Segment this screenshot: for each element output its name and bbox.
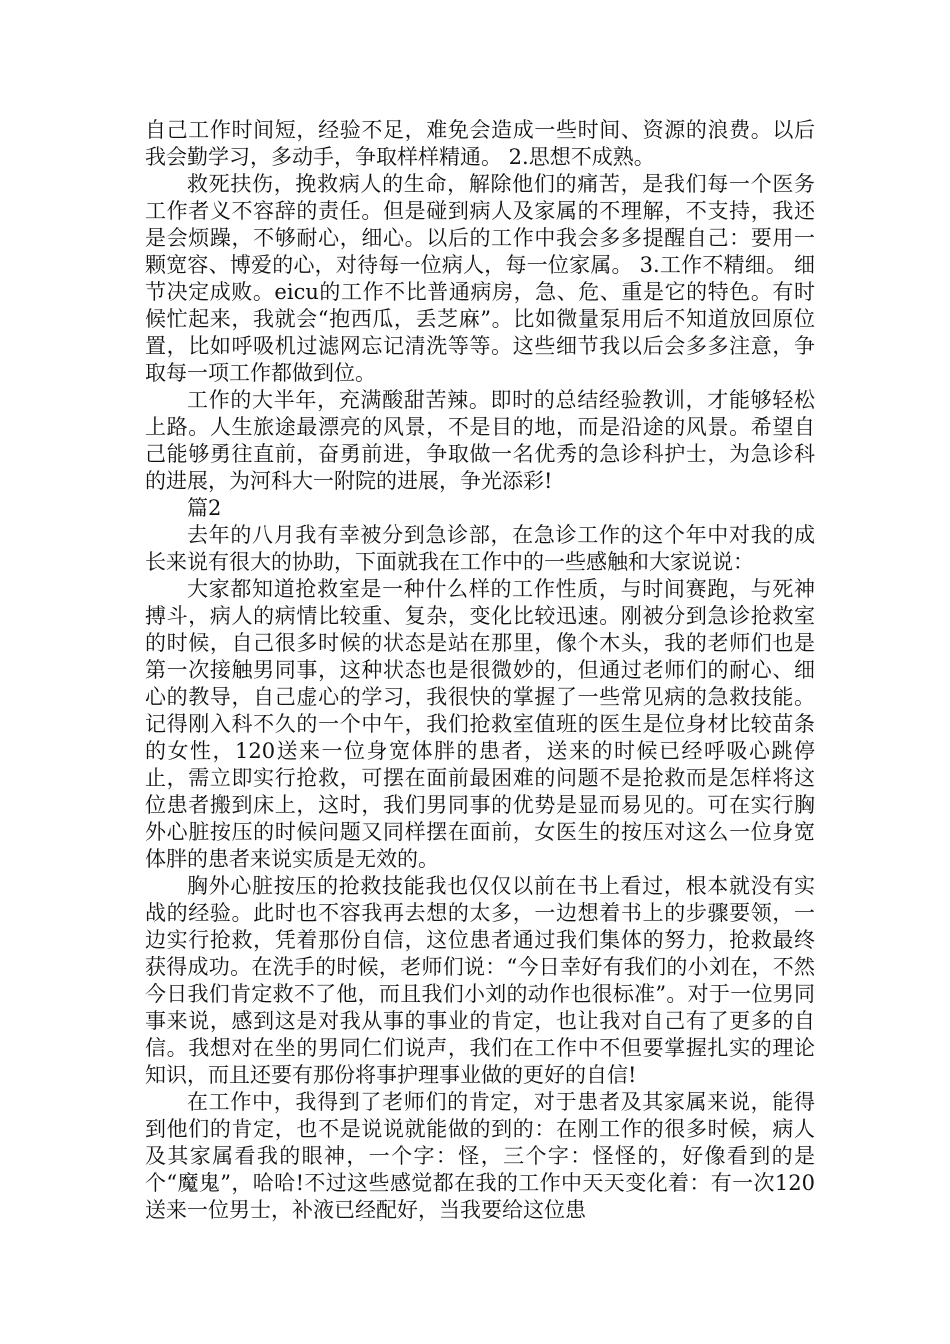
paragraph-3: 工作的大半年，充满酸甜苦辣。即时的总结经验教训，才能够轻松上路。人生旅途最漂亮的风景，不是目的地，而是沿途的风景。希望自己能够勇往直前，奋勇前进，争取做一名优秀的急诊科护士，为急诊科的进展，为河科大一附院的进展，争光添彩! [145,388,815,493]
paragraph-7: 在工作中，我得到了老师们的肯定，对于患者及其家属来说，能得到他们的肯定，也不是说说就能做的到的：在刚工作的很多时候，病人及其家属看我的眼神，一个字：怪，三个字：怪怪的，好像看到的是个“魔鬼”，哈哈!不过这些感觉都在我的工作中天天变化着：有一次120送来一位男士，补液已经配好，当我要给这位患 [145,1090,815,1222]
paragraph-4: 去年的八月我有幸被分到急诊部，在急诊工作的这个年中对我的成长来说有很大的协助，下面就我在工作中的一些感触和大家说说： [145,523,815,574]
document-body [145,117,815,1224]
paragraph-2: 救死扶伤，挽救病人的生命，解除他们的痛苦，是我们每一个医务工作者义不容辞的责任。但是碰到病人及家属的不理解，不支持，我还是会烦躁，不够耐心，细心。以后的工作中我会多多提醒自己：要用一颗宽容、博爱的心，对待每一位病人，每一位家属。 3.工作不精细。 细节决定成败。eicu的工作不比普通病房，急、危、重是它的特色。有时候忙起来，我就会“抱西瓜，丢芝麻”。比如微量泵用后不知道放回原位置，比如呼吸机过滤网忘记清洗等等。这些细节我以后会多多注意，争取每一项工作都做到位。 [145,172,815,385]
paragraph-1: 自己工作时间短，经验不足，难免会造成一些时间、资源的浪费。以后我会勤学习，多动手，争取样样精通。 2.思想不成熟。 [145,118,815,169]
paragraph-5: 大家都知道抢救室是一种什么样的工作性质，与时间赛跑，与死神搏斗，病人的病情比较重、复杂，变化比较迅速。刚被分到急诊抢救室的时候，自己很多时候的状态是站在那里，像个木头，我的老师们也是第一次接触男同事，这种状态也是很微妙的，但通过老师们的耐心、细心的教导，自己虚心的学习，我很快的掌握了一些常见病的急救技能。记得刚入科不久的一个中午，我们抢救室值班的医生是位身材比较苗条的女性，120送来一位身宽体胖的患者，送来的时候已经呼吸心跳停止，需立即实行抢救，可摆在面前最困难的问题不是抢救而是怎样将这位患者搬到床上，这时，我们男同事的优势是显而易见的。可在实行胸外心脏按压的时候问题又同样摆在面前，女医生的按压对这么一位身宽体胖的患者来说实质是无效的。 [145,577,815,871]
section-heading-pian-2: 篇2 [187,496,222,520]
paragraph-6: 胸外心脏按压的抢救技能我也仅仅以前在书上看过，根本就没有实战的经验。此时也不容我再去想的太多，一边想着书上的步骤要领，一边实行抢救，凭着那份自信，这位患者通过我们集体的努力，抢救最终获得成功。在洗手的时候，老师们说：“今日幸好有我们的小刘在，不然今日我们肯定救不了他，而且我们小刘的动作也很标准”。对于一位男同事来说，感到这是对我从事的事业的肯定，也让我对自己有了更多的自信。我想对在坐的男同仁们说声，我们在工作中不但要掌握扎实的理论知识，而且还要有那份将事护理事业做的更好的自信! [145,874,815,1087]
